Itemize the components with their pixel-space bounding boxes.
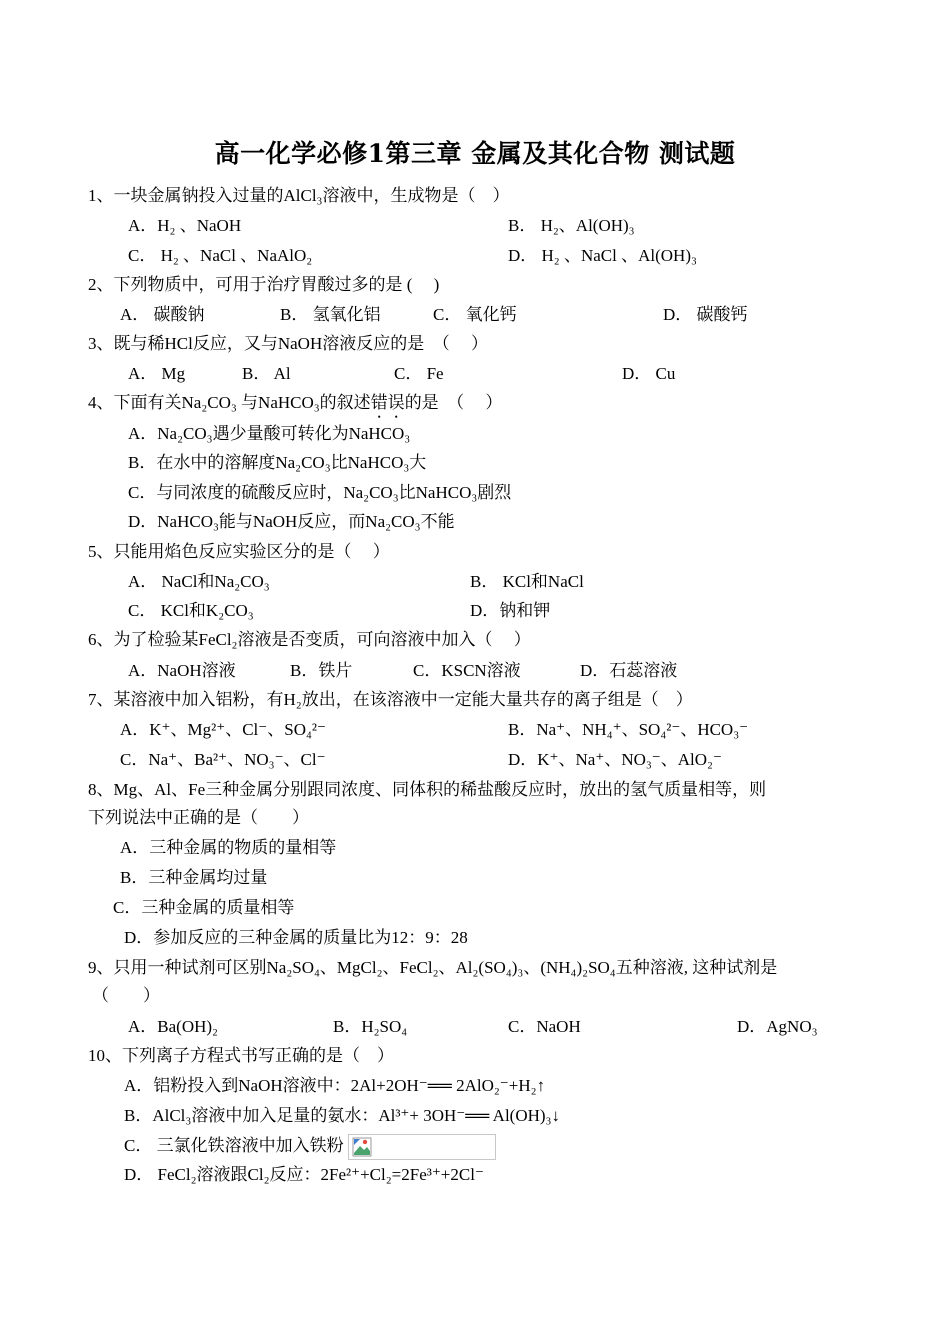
- question-3-option-d: D． Cu: [622, 364, 676, 383]
- question-6-stem: 6、为了检验某FeCl₂溶液是否变质，可向溶液中加入（ ）: [88, 630, 531, 649]
- question-7-stem: 7、某溶液中加入铝粉，有H₂放出，在该溶液中一定能大量共存的离子组是（ ）: [88, 690, 693, 709]
- question-1-option-d: D． H₂ 、NaCl 、Al(OH)₃: [508, 246, 697, 265]
- question-10-option-d: D． FeCl₂溶液跟Cl₂反应：2Fe²⁺+Cl₂=2Fe³⁺+2Cl⁻: [124, 1165, 484, 1184]
- question-7-option-d: D．K⁺、Na⁺、NO₃⁻、AlO₂⁻: [508, 750, 722, 769]
- question-5-option-a: A． NaCl和Na₂CO₃: [128, 572, 270, 591]
- question-10-option-b: B．AlCl₃溶液中加入足量的氨水：Al³⁺+ 3OH⁻══ Al(OH)₃↓: [124, 1106, 560, 1125]
- question-8-stem-line-2: 下列说法中正确的是（ ）: [88, 808, 309, 827]
- question-1-option-a: A．H₂ 、NaOH: [128, 216, 242, 235]
- question-9-option-a: A．Ba(OH)₂: [128, 1017, 218, 1036]
- question-1-stem: 1、一块金属钠投入过量的AlCl₃溶液中，生成物是（ ）: [88, 186, 510, 205]
- question-8-stem-line-1: 8、Mg、Al、Fe三种金属分别跟同浓度、同体积的稀盐酸反应时，放出的氢气质量相等，则: [88, 780, 767, 799]
- question-4-option-b: B．在水中的溶解度Na₂CO₃比NaHCO₃大: [128, 453, 427, 472]
- question-2-stem: 2、下列物质中，可用于治疗胃酸过多的是 ( ): [88, 275, 440, 294]
- question-2-option-d: D． 碳酸钙: [663, 305, 748, 324]
- question-2-option-b: B． 氢氧化铝: [280, 305, 381, 324]
- question-9-stem-line-1: 9、只用一种试剂可区别Na₂SO₄、MgCl₂、FeCl₂、Al₂(SO₄)₃、(NH₄)₂SO₄五种溶液, 这种试剂是: [88, 958, 778, 977]
- question-10-option-c-text: C． 三氯化铁溶液中加入铁粉: [124, 1135, 344, 1155]
- question-7-option-c: C．Na⁺、Ba²⁺、NO₃⁻、Cl⁻: [120, 750, 326, 769]
- question-6-option-b: B．铁片: [290, 661, 353, 680]
- question-6-option-c: C．KSCN溶液: [413, 661, 521, 680]
- question-4-stem-pre: 4、下面有关Na₂CO₃ 与NaHCO₃的叙述: [88, 393, 371, 412]
- question-6-option-a: A．NaOH溶液: [128, 661, 236, 680]
- question-7-option-a: A．K⁺、Mg²⁺、Cl⁻、SO₄²⁻: [120, 720, 326, 739]
- question-1-option-b: B． H₂、Al(OH)₃: [508, 216, 635, 235]
- question-5-option-b: B． KCl和NaCl: [470, 572, 584, 591]
- question-3-option-c: C． Fe: [394, 364, 444, 383]
- question-4-option-c: C．与同浓度的硫酸反应时，Na₂CO₃比NaHCO₃剧烈: [128, 483, 512, 502]
- question-5-option-d: D．钠和钾: [470, 601, 551, 620]
- question-8-option-d: D．参加反应的三种金属的质量比为12：9：28: [124, 928, 468, 947]
- question-4-stem-emphasis: 错误: [370, 393, 405, 412]
- question-9-stem-line-2: （ ）: [92, 986, 160, 1005]
- question-10-option-c: [124, 1134, 496, 1160]
- question-8-option-b: B．三种金属均过量: [120, 868, 268, 887]
- question-3-option-b: B． Al: [242, 364, 291, 383]
- question-4-stem-post: 的是 （ ）: [404, 393, 503, 412]
- question-2-option-a: A． 碳酸钠: [120, 305, 205, 324]
- question-3-stem: 3、既与稀HCl反应，又与NaOH溶液反应的是 （ ）: [88, 334, 488, 353]
- question-4-option-a: A．Na₂CO₃遇少量酸可转化为NaHCO₃: [128, 424, 411, 443]
- broken-image-icon: [348, 1134, 496, 1160]
- question-7-option-b: B．Na⁺、NH₄⁺、SO₄²⁻、HCO₃⁻: [508, 720, 749, 739]
- question-2-option-c: C． 氧化钙: [433, 305, 517, 324]
- question-6-option-d: D．石蕊溶液: [580, 661, 678, 680]
- question-9-option-c: C．NaOH: [508, 1017, 581, 1036]
- question-10-stem: 10、下列离子方程式书写正确的是（ ）: [88, 1046, 394, 1065]
- question-5-stem: 5、只能用焰色反应实验区分的是（ ）: [88, 542, 390, 561]
- question-3-option-a: A． Mg: [128, 364, 186, 383]
- question-9-option-b: B．H₂SO₄: [333, 1017, 408, 1036]
- question-1-option-c: C． H₂ 、NaCl 、NaAlO₂: [128, 246, 313, 265]
- question-8-option-a: A．三种金属的物质的量相等: [120, 838, 337, 857]
- question-4-option-d: D．NaHCO₃能与NaOH反应，而Na₂CO₃不能: [128, 512, 455, 531]
- question-9-option-d: D．AgNO₃: [737, 1017, 818, 1036]
- question-10-option-a: A．铝粉投入到NaOH溶液中：2Al+2OH⁻══ 2AlO₂⁻+H₂↑: [124, 1076, 546, 1095]
- question-4-stem: [88, 392, 502, 422]
- question-8-option-c: C．三种金属的质量相等: [113, 898, 295, 917]
- page-title: 高一化学必修1第三章 金属及其化合物 测试题: [214, 139, 736, 168]
- question-5-option-c: C． KCl和K₂CO₃: [128, 601, 254, 620]
